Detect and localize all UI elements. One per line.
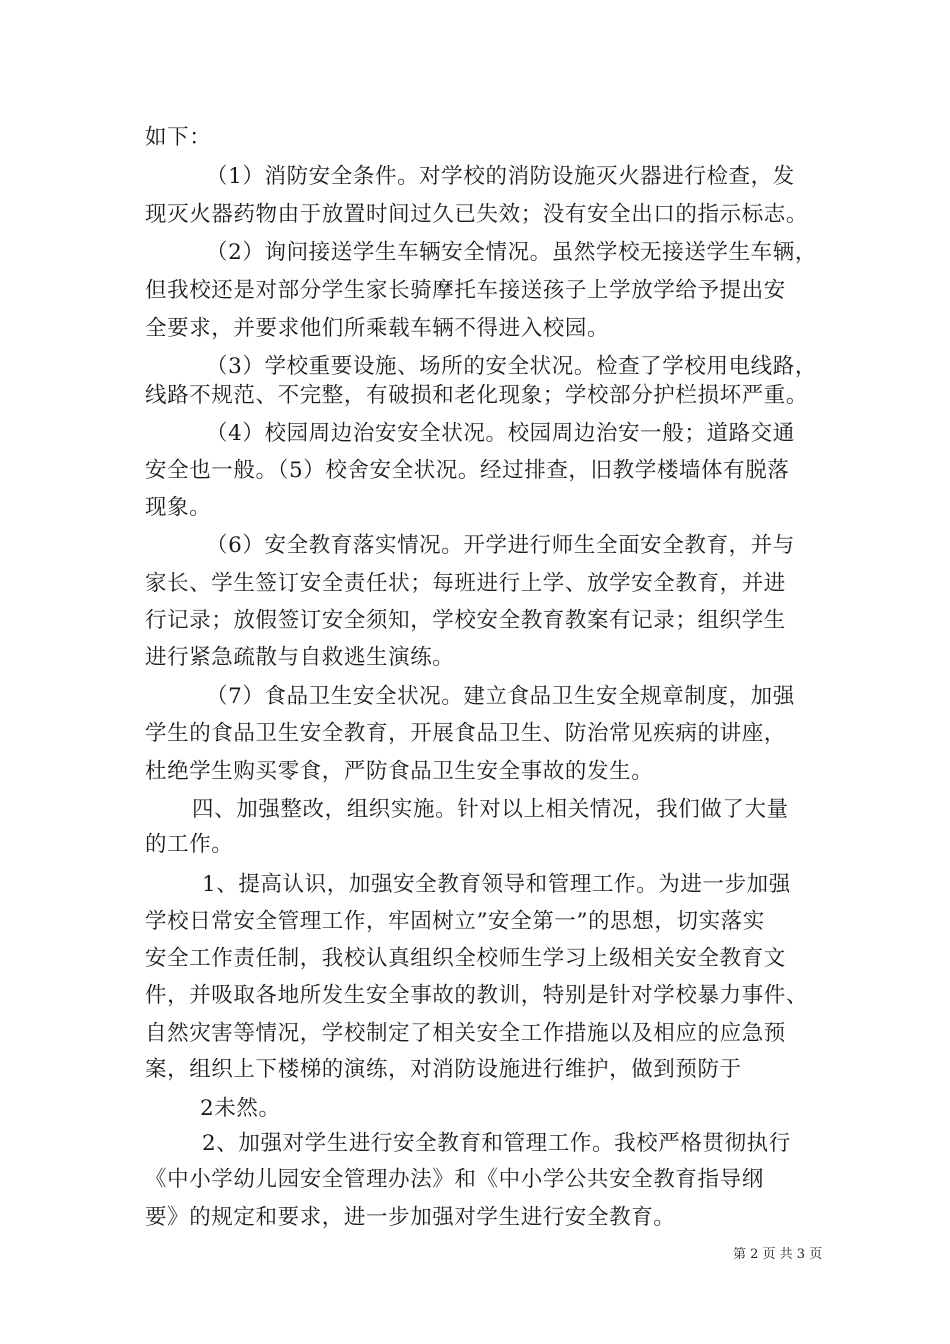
text-line: 但我校还是对部分学生家长骑摩托车接送孩子上学放学给予提出安 <box>145 278 786 303</box>
text-line: （6）安全教育落实情况。开学进行师生全面安全教育，并与 <box>206 533 795 558</box>
page-number: 第 2 页 共 3 页 <box>733 1247 823 1262</box>
text-line: 学校日常安全管理工作，牢固树立”安全第一”的思想，切实落实 <box>145 909 765 934</box>
text-line: 现灭火器药物由于放置时间过久已失效；没有安全出口的指示标志。 <box>145 202 809 227</box>
text-line: （7）食品卫生安全状况。建立食品卫生安全规章制度，加强 <box>206 684 795 709</box>
text-line: 行记录；放假签订安全须知，学校安全教育教案有记录；组织学生 <box>145 608 786 633</box>
text-line: 学生的食品卫生安全教育，开展食品卫生、防治常见疾病的讲座， <box>145 721 786 746</box>
text-line: 如下： <box>145 125 212 150</box>
text-line: 2、加强对学生进行安全教育和管理工作。我校严格贯彻执行 <box>202 1131 791 1156</box>
text-line: 安全也一般。（5）校舍安全状况。经过排查，旧教学楼墙体有脱落 <box>145 458 790 483</box>
text-line: （2）询问接送学生车辆安全情况。虽然学校无接送学生车辆， <box>206 240 817 265</box>
text-line: 2未然。 <box>200 1096 281 1121</box>
text-line: 线路不规范、不完整，有破损和老化现象；学校部分护栏损坏严重。 <box>145 383 809 408</box>
text-line: 案，组织上下楼梯的演练，对消防设施进行维护，做到预防于 <box>145 1057 742 1082</box>
text-line: 进行紧急疏散与自救逃生演练。 <box>145 645 455 670</box>
text-line: 家长、学生签订安全责任状；每班进行上学、放学安全教育，并进 <box>145 571 786 596</box>
text-line: 件，并吸取各地所发生安全事故的教训，特别是针对学校暴力事件、 <box>145 983 809 1008</box>
text-line: 1、提高认识，加强安全教育领导和管理工作。为进一步加强 <box>202 872 791 897</box>
text-line: （1）消防安全条件。对学校的消防设施灭火器进行检查，发 <box>206 164 795 189</box>
text-line: 杜绝学生购买零食，严防食品卫生安全事故的发生。 <box>145 759 654 784</box>
text-line: 安全工作责任制，我校认真组织全校师生学习上级相关安全教育文 <box>145 946 786 971</box>
text-line: 《中小学幼儿园安全管理办法》和《中小学公共安全教育指导纲 <box>145 1167 764 1192</box>
text-line: 要》的规定和要求，进一步加强对学生进行安全教育。 <box>145 1205 676 1230</box>
text-line: 四、加强整改，组织实施。针对以上相关情况，我们做了大量 <box>192 797 789 822</box>
text-line: （4）校园周边治安安全状况。校园周边治安一般；道路交通 <box>206 421 795 446</box>
text-line: 现象。 <box>145 495 212 520</box>
text-line: 的工作。 <box>145 832 234 857</box>
text-line: （3）学校重要设施、场所的安全状况。检查了学校用电线路， <box>206 354 817 379</box>
text-line: 自然灾害等情况，学校制定了相关安全工作措施以及相应的应急预 <box>145 1021 786 1046</box>
text-line: 全要求，并要求他们所乘载车辆不得进入校园。 <box>145 316 610 341</box>
